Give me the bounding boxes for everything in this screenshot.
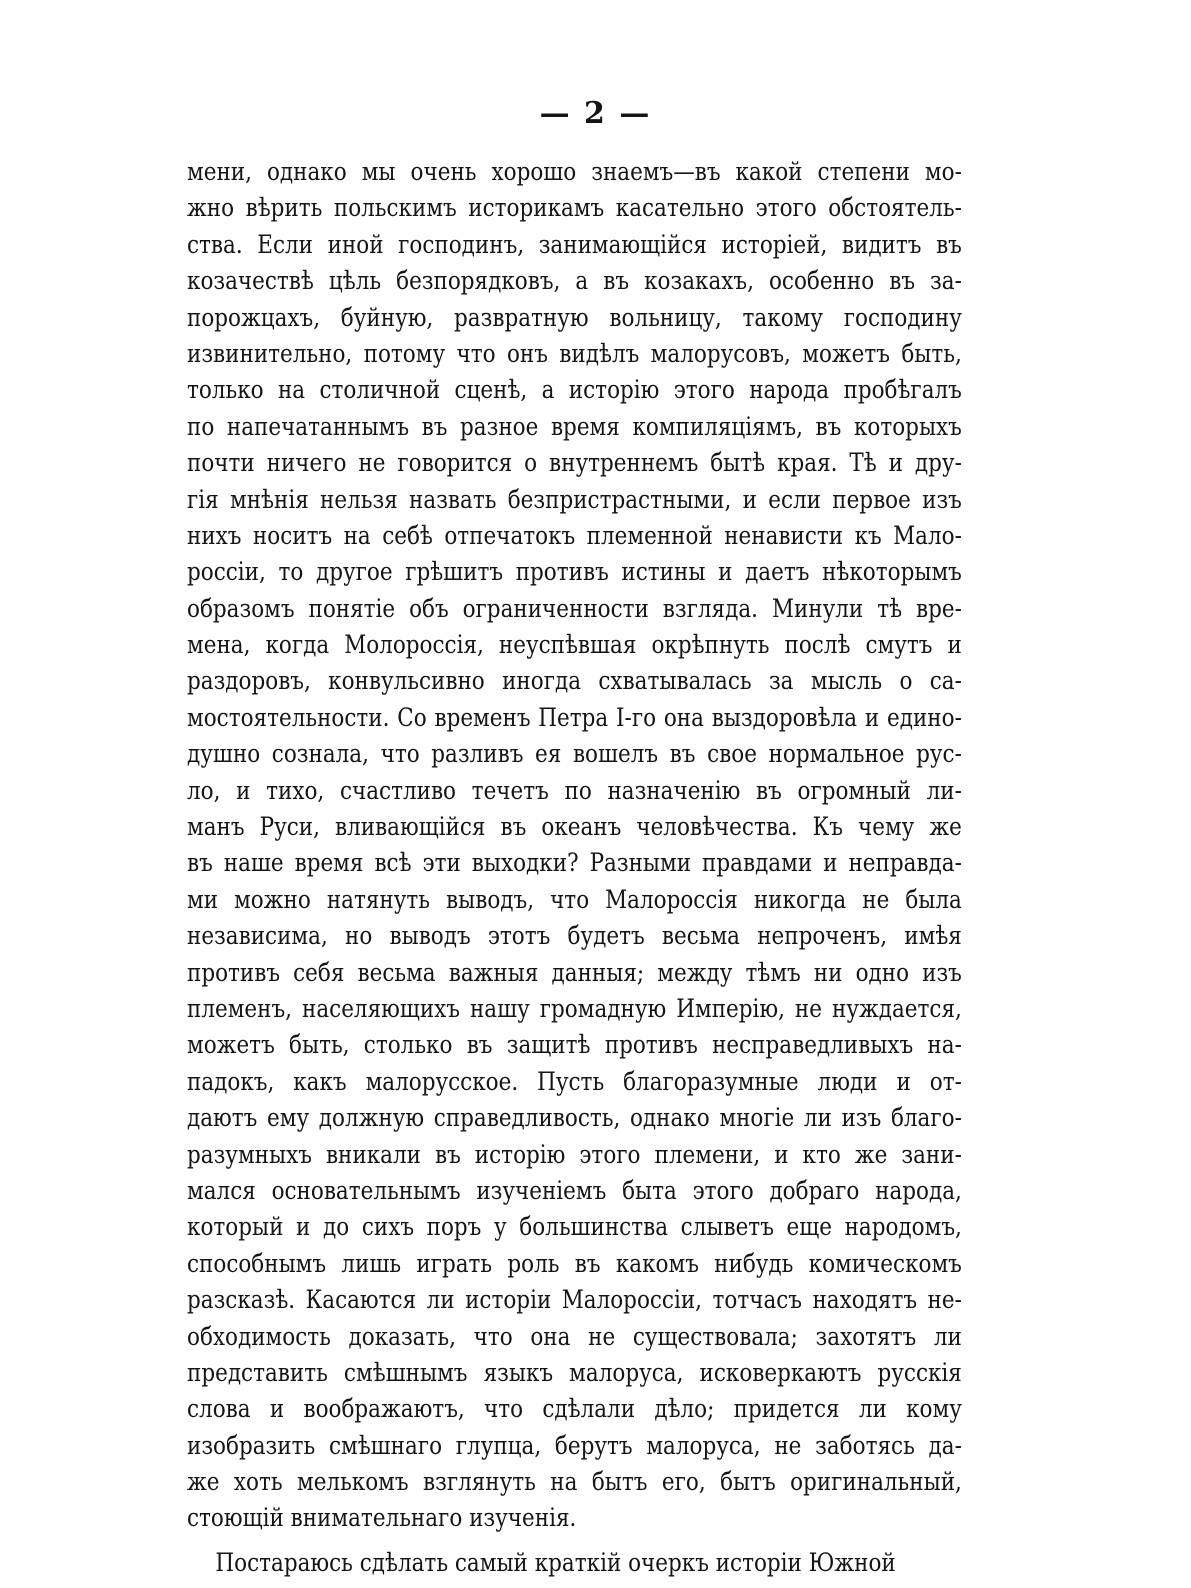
text-line: мени, однако мы очень хорошо знаемъ—въ какой степени мо- xyxy=(187,157,962,186)
text-line: раздоровъ, конвульсивно иногда схватывалась за мысль о са- xyxy=(187,666,962,696)
text-line: противъ себя весьма важныя данныя; между тѣмъ ни одно изъ xyxy=(187,957,962,987)
text-line: же хоть мелькомъ взглянуть на бытъ его, бытъ оригинальный, xyxy=(187,1467,962,1497)
text-line: мался основательнымъ изученіемъ быта этого добраго народа, xyxy=(187,1175,962,1205)
text-line: падокъ, какъ малорусское. Пусть благоразумные люди и от- xyxy=(187,1066,962,1096)
text-line: разумныхъ вникали въ исторію этого племени, и кто же зани- xyxy=(187,1139,962,1169)
text-line: россіи, то другое грѣшитъ противъ истины и даетъ нѣкоторымъ xyxy=(187,557,962,587)
text-line: по напечатаннымъ въ разное время компиляціямъ, въ которыхъ xyxy=(187,411,962,441)
text-line: почти ничего не говорится о внутреннемъ бытѣ края. Тѣ и дру- xyxy=(187,448,962,478)
text-line: порожцахъ, буйную, развратную вольницу, такому господину xyxy=(187,302,962,332)
paragraph xyxy=(187,154,962,1537)
text-line: стоющій внимательнаго изученія. xyxy=(187,1503,577,1533)
text-line: ло, и тихо, счастливо течетъ по назначенію въ огромный ли- xyxy=(187,775,962,805)
text-line: даютъ ему должную справедливость, однако многіе ли изъ благо- xyxy=(187,1103,962,1133)
text-line: манъ Руси, вливающійся въ океанъ человѣчества. Къ чему же xyxy=(187,812,962,842)
text-line: независима, но выводъ этотъ будетъ весьма непроченъ, имѣя xyxy=(187,921,962,951)
text-line: обходимость доказать, что она не существовала; захотятъ ли xyxy=(187,1321,962,1351)
text-line: ми можно натянуть выводъ, что Малороссія никогда не была xyxy=(187,884,962,914)
body-text xyxy=(187,154,962,1581)
text-line: племенъ, населяющихъ нашу громадную Имперію, не нуждается, xyxy=(187,993,962,1023)
text-line: душно сознала, что разливъ ея вошелъ въ свое нормальное рус- xyxy=(187,739,962,769)
text-line: который и до сихъ поръ у большинства слыветъ еще народомъ, xyxy=(187,1212,962,1242)
text-line: въ наше время всѣ эти выходки? Разными правдами и неправда- xyxy=(187,848,962,878)
page-number: — 2 — xyxy=(539,96,652,131)
paragraph xyxy=(187,1545,962,1581)
text-line: мена, когда Молороссія, неуспѣвшая окрѣпнуть послѣ смутъ и xyxy=(187,630,962,660)
text-line: способнымъ лишь играть роль въ какомъ нибудь комическомъ xyxy=(187,1248,962,1278)
text-line: жно вѣрить польскимъ историкамъ касательно этого обстоятель- xyxy=(187,193,962,223)
text-line: только на столичной сценѣ, а исторію этого народа пробѣгалъ xyxy=(187,375,962,405)
text-line: слова и воображаютъ, что сдѣлали дѣло; придется ли кому xyxy=(187,1394,962,1424)
text-line: ства. Если иной господинъ, занимающійся исторіей, видитъ въ xyxy=(187,229,962,259)
text-line: Постараюсь сдѣлать самый краткій очеркъ исторіи Южной xyxy=(215,1547,896,1577)
text-line: нихъ носитъ на себѣ отпечатокъ племенной ненависти къ Мало- xyxy=(187,520,962,550)
text-line: мостоятельности. Со временъ Петра І-го она выздоровѣла и едино- xyxy=(187,702,962,732)
text-line: образомъ понятіе объ ограниченности взгляда. Минули тѣ вре- xyxy=(187,593,962,623)
text-line: козачествѣ цѣль безпорядковъ, а въ козакахъ, особенно въ за- xyxy=(187,266,962,296)
text-line: разсказѣ. Касаются ли исторіи Малороссіи, тотчасъ находятъ не- xyxy=(187,1285,962,1315)
text-line: представить смѣшнымъ языкъ малоруса, исковеркаютъ русскія xyxy=(187,1357,962,1387)
text-line: изобразить смѣшнаго глупца, берутъ малоруса, не заботясь да- xyxy=(187,1430,962,1460)
text-line: можетъ быть, столько въ защитѣ противъ несправедливыхъ на- xyxy=(187,1030,962,1060)
text-line: гія мнѣнія нельзя назвать безпристрастными, и если первое изъ xyxy=(187,484,962,514)
text-line: извинительно, потому что онъ видѣлъ малорусовъ, можетъ быть, xyxy=(187,338,962,368)
